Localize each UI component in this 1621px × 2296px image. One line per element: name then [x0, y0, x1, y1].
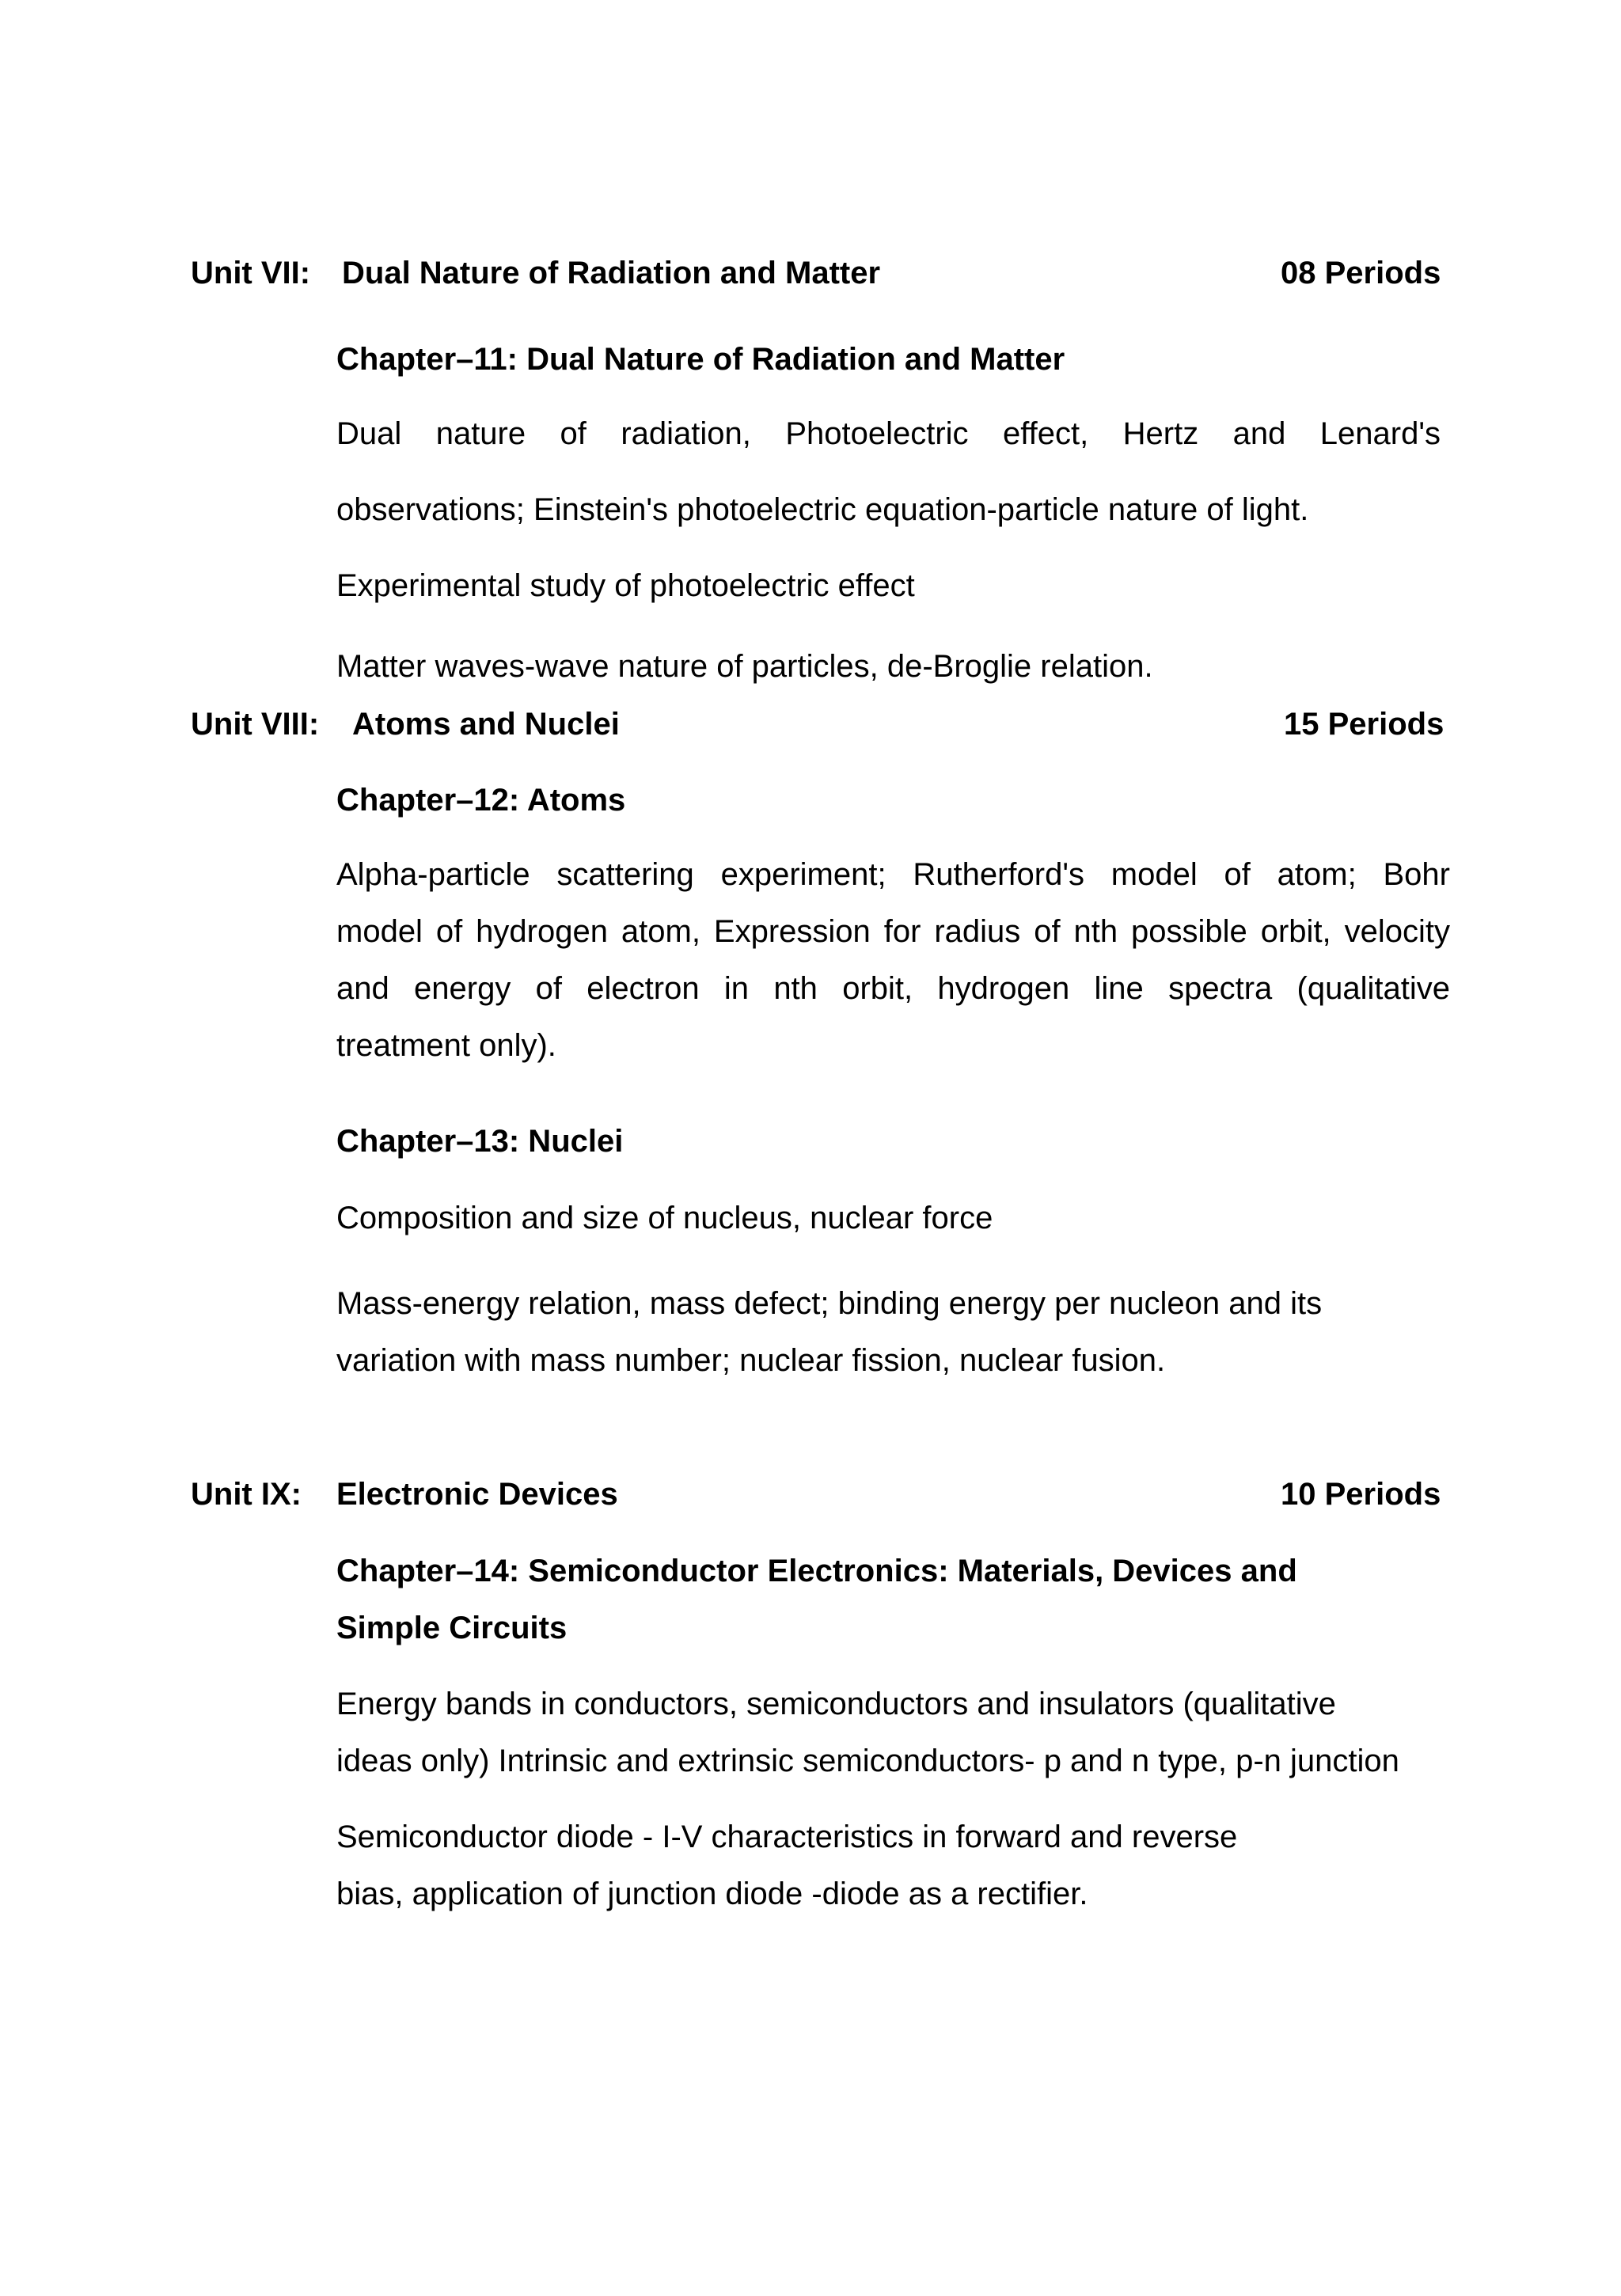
chapter-11-line-1: Dual nature of radiation, Photoelectric effect, Hertz and Lenard's: [336, 416, 1441, 451]
unit-viii-label: Unit VIII:: [191, 707, 320, 742]
unit-vii-periods: 08 Periods: [1281, 256, 1441, 290]
chapter-13-line-1: Composition and size of nucleus, nuclear force: [336, 1201, 993, 1235]
chapter-12-heading: Chapter–12: Atoms: [336, 783, 626, 818]
chapter-14-heading-line-1: Chapter–14: Semiconductor Electronics: Materials, Devices and: [336, 1554, 1297, 1588]
chapter-12-line-3: and energy of electron in nth orbit, hydrogen line spectra (qualitative: [336, 971, 1450, 1006]
chapter-14-line-1: Energy bands in conductors, semiconductors and insulators (qualitative: [336, 1687, 1336, 1721]
unit-ix-title: Electronic Devices: [336, 1477, 618, 1512]
unit-viii-periods: 15 Periods: [1284, 707, 1444, 742]
chapter-12-line-1: Alpha-particle scattering experiment; Rutherford's model of atom; Bohr: [336, 857, 1450, 892]
chapter-11-line-4: Matter waves-wave nature of particles, de-Broglie relation.: [336, 649, 1153, 684]
chapter-13-line-2: Mass-energy relation, mass defect; binding energy per nucleon and its: [336, 1286, 1323, 1321]
unit-vii-label: Unit VII:: [191, 256, 311, 290]
chapter-14-line-2: ideas only) Intrinsic and extrinsic semiconductors- p and n type, p-n junction: [336, 1744, 1399, 1778]
unit-viii-title: Atoms and Nuclei: [352, 707, 620, 742]
chapter-13-heading: Chapter–13: Nuclei: [336, 1124, 624, 1159]
unit-ix-label: Unit IX:: [191, 1477, 302, 1512]
chapter-14-heading-line-2: Simple Circuits: [336, 1611, 568, 1645]
chapter-11-line-3: Experimental study of photoelectric effect: [336, 568, 915, 603]
chapter-11-heading: Chapter–11: Dual Nature of Radiation and Matter: [336, 342, 1065, 377]
unit-ix-periods: 10 Periods: [1281, 1477, 1441, 1512]
chapter-12-line-2: model of hydrogen atom, Expression for radius of nth possible orbit, velocity: [336, 914, 1450, 949]
chapter-12-line-4: treatment only).: [336, 1028, 556, 1063]
unit-vii-title: Dual Nature of Radiation and Matter: [342, 256, 881, 290]
chapter-14-line-4: bias, application of junction diode -diode as a rectifier.: [336, 1877, 1088, 1911]
chapter-11-line-2: observations; Einstein's photoelectric equation-particle nature of light.: [336, 492, 1309, 527]
chapter-13-line-3: variation with mass number; nuclear fission, nuclear fusion.: [336, 1343, 1166, 1378]
chapter-14-line-3: Semiconductor diode - I-V characteristics in forward and reverse: [336, 1820, 1238, 1854]
